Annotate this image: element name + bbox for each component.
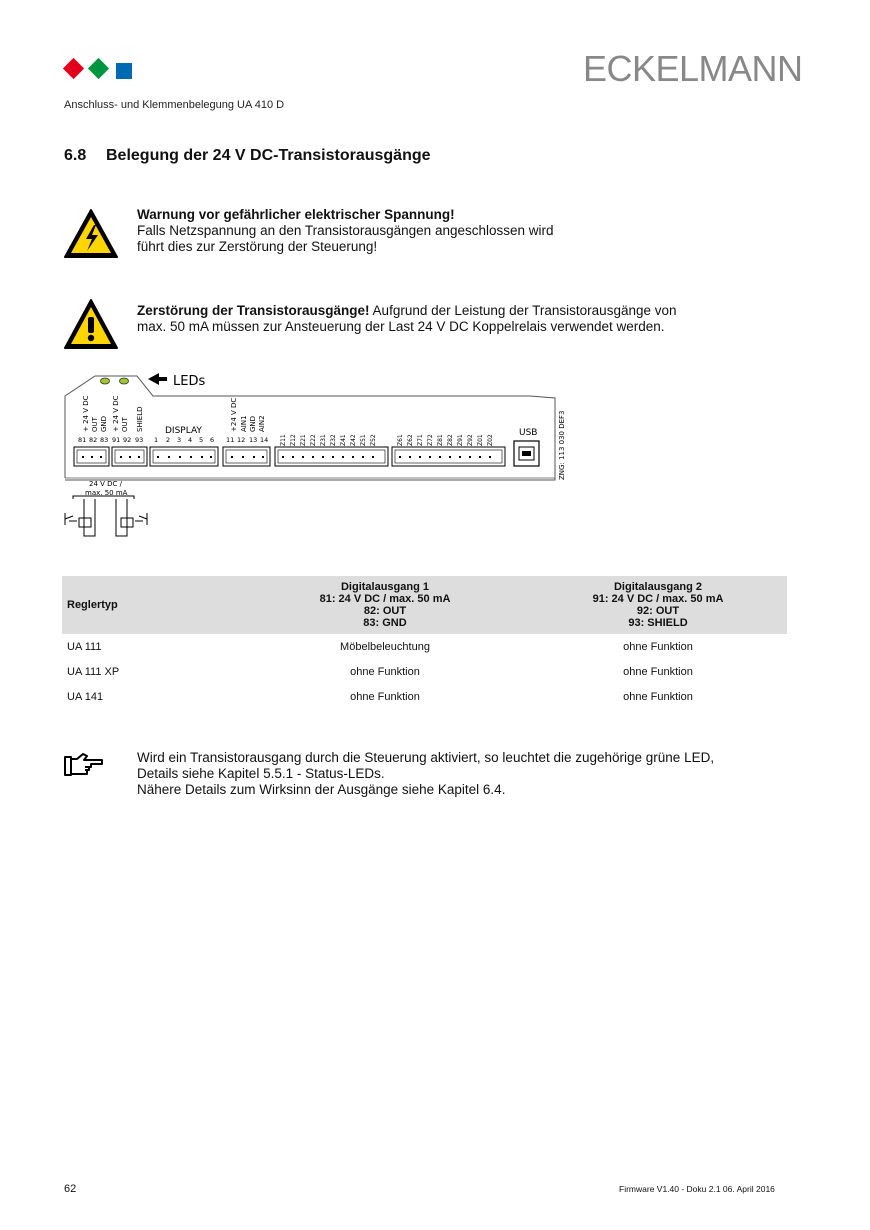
svg-text:81: 81 [78, 436, 87, 444]
relay-label-line1: 24 V DC / [89, 480, 123, 488]
warning-electrical [137, 207, 554, 255]
group3-numbers [226, 436, 268, 444]
page-number: 62 [64, 1183, 77, 1195]
led-indicators [101, 378, 129, 384]
group1-labels [82, 395, 144, 432]
svg-text:Z52: Z52 [370, 434, 377, 446]
svg-text:GND: GND [100, 415, 108, 432]
svg-text:OUT: OUT [91, 417, 99, 432]
section-heading: Belegung der 24 V DC-Transistorausgänge [106, 147, 431, 164]
usb-port-icon [514, 441, 539, 466]
section-number: 6.8 [64, 147, 87, 164]
table-row: UA 141 ohne Funktion ohne Funktion [67, 690, 693, 703]
svg-text:91: 91 [112, 436, 121, 444]
svg-text:Z42: Z42 [350, 434, 357, 446]
terminal-blocks [74, 447, 505, 466]
output-assignment-table [62, 576, 787, 709]
usb-label: USB [519, 428, 538, 438]
header-controller-type: Reglertyp [62, 576, 241, 634]
svg-text:Z71: Z71 [417, 434, 424, 446]
svg-text:Z81: Z81 [437, 434, 444, 446]
warning-transistor-text1: Aufgrund der Leistung der Transistorausgänge von [369, 303, 677, 318]
svg-text:Z72: Z72 [427, 434, 434, 446]
svg-text:GND: GND [249, 415, 257, 432]
group3-labels [230, 398, 266, 432]
svg-text:5: 5 [199, 436, 204, 444]
warning-transistor-line2: max. 50 mA müssen zur Ansteuerung der Last 24 V DC Koppelrelais verwendet werden. [137, 319, 665, 334]
svg-text:Z01: Z01 [477, 434, 484, 446]
warning-transistor [137, 303, 677, 335]
svg-text:14: 14 [260, 436, 269, 444]
svg-text:SHIELD: SHIELD [136, 406, 144, 432]
electrical-hazard-icon [63, 208, 119, 260]
svg-text:12: 12 [237, 436, 246, 444]
svg-text:Z61: Z61 [397, 434, 404, 446]
svg-text:6: 6 [210, 436, 215, 444]
svg-text:AIN1: AIN1 [240, 415, 248, 432]
svg-text:Z12: Z12 [290, 434, 297, 446]
terminal-diagram [55, 368, 585, 578]
svg-text:OUT: OUT [121, 417, 129, 432]
footer-info: Firmware V1.40 - Doku 2.1 06. April 2016 [619, 1184, 775, 1194]
logo-green-square [88, 58, 109, 79]
warning-transistor-title: Zerstörung der Transistorausgänge! [137, 303, 370, 318]
svg-text:Z21: Z21 [300, 434, 307, 446]
svg-text:Z41: Z41 [340, 434, 347, 446]
table-row: UA 111 XP ohne Funktion ohne Funktion [67, 665, 693, 678]
section-title [64, 147, 431, 165]
svg-text:+ 24 V DC: + 24 V DC [112, 395, 120, 432]
brand-name: ECKELMANN [583, 48, 803, 89]
svg-text:Z62: Z62 [407, 434, 414, 446]
svg-text:AIN2: AIN2 [258, 415, 266, 432]
logo-red-square [63, 58, 84, 79]
warning-electrical-title: Warnung vor gefährlicher elektrischer Spannung! [137, 207, 455, 222]
leds-label: LEDs [173, 374, 206, 389]
svg-text:Z91: Z91 [457, 434, 464, 446]
warning-electrical-line1: Falls Netzspannung an den Transistorausgängen angeschlossen wird [137, 223, 554, 238]
warning-electrical-line2: führt dies zur Zerstörung der Steuerung! [137, 239, 378, 254]
svg-text:Z31: Z31 [320, 434, 327, 446]
svg-text:Z02: Z02 [487, 434, 494, 446]
svg-text:+ 24 V DC: + 24 V DC [82, 395, 90, 432]
header-digital-output-1: Digitalausgang 1 81: 24 V DC / max. 50 mA 82: OUT 83: GND [241, 576, 529, 634]
svg-text:+24 V DC: +24 V DC [230, 397, 238, 432]
display-label: DISPLAY [165, 426, 202, 436]
svg-text:83: 83 [100, 436, 109, 444]
logo-blue-square [116, 63, 132, 79]
svg-text:Z11: Z11 [280, 434, 287, 446]
table-row: UA 111 Möbelbeleuchtung ohne Funktion [67, 640, 693, 653]
arrow-left-icon [148, 373, 167, 385]
display-numbers [154, 436, 214, 444]
svg-text:4: 4 [188, 436, 193, 444]
svg-text:Z82: Z82 [447, 434, 454, 446]
svg-text:82: 82 [89, 436, 98, 444]
pointing-hand-icon [63, 752, 105, 778]
svg-text:2: 2 [166, 436, 171, 444]
svg-text:Z92: Z92 [467, 434, 474, 446]
group1-numbers [78, 436, 143, 444]
note-text: Wird ein Transistorausgang durch die Steuerung aktiviert, so leuchtet die zugehörige grüne LED, Details siehe Kapitel 5.5.1 - Status-LEDs. Nähere Details zum Wirksinn der Ausgänge siehe Kapitel 6.4. [137, 750, 715, 797]
svg-text:13: 13 [249, 436, 258, 444]
svg-text:3: 3 [177, 436, 182, 444]
svg-text:92: 92 [123, 436, 132, 444]
header-subtitle: Anschluss- und Klemmenbelegung UA 410 D [64, 99, 285, 111]
drawing-id: ZNG: 113 030 DEF3 [558, 410, 566, 480]
svg-text:11: 11 [226, 436, 235, 444]
relay-wiring [65, 496, 147, 536]
svg-text:1: 1 [154, 436, 159, 444]
relay-label-line2: max. 50 mA [85, 489, 128, 497]
svg-text:Z51: Z51 [360, 434, 367, 446]
header-digital-output-2: Digitalausgang 2 91: 24 V DC / max. 50 mA 92: OUT 93: SHIELD [529, 576, 787, 634]
warning-icon [63, 298, 119, 352]
group5-labels [397, 434, 494, 446]
table-header-row [62, 576, 787, 634]
svg-text:Z22: Z22 [310, 434, 317, 446]
svg-text:Z32: Z32 [330, 434, 337, 446]
svg-text:93: 93 [135, 436, 144, 444]
group4-labels [280, 434, 377, 446]
